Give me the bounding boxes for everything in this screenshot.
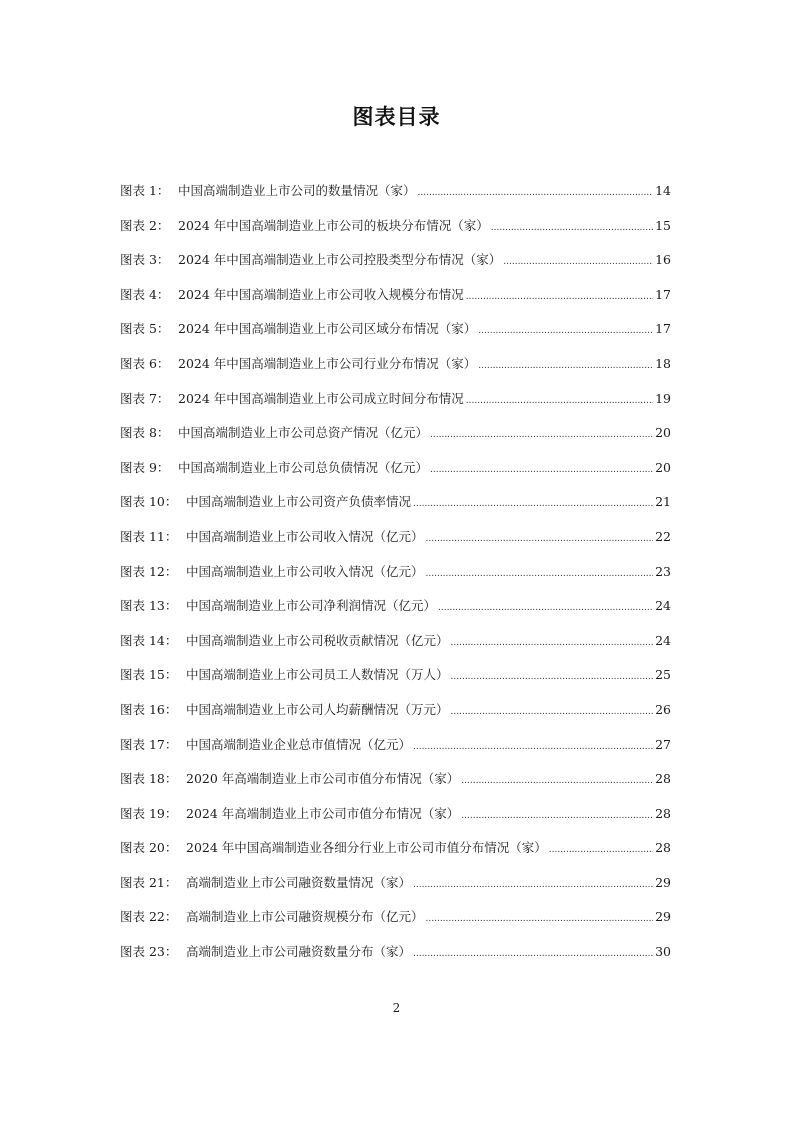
toc-entry-page[interactable]: 28: [655, 840, 671, 856]
toc-entry-label: 图表 17：: [120, 736, 178, 752]
toc-entry-page[interactable]: 19: [655, 390, 671, 406]
toc-entry[interactable]: [120, 804, 671, 839]
toc-entry-page[interactable]: 27: [655, 736, 671, 752]
toc-dot-leader: [413, 949, 653, 959]
toc-dot-leader: [451, 672, 654, 682]
toc-entry-page[interactable]: 20: [655, 459, 671, 475]
toc-dot-leader: [413, 880, 653, 890]
toc-entry-title[interactable]: 高端制造业上市公司融资数量分布（家）: [186, 944, 412, 960]
toc-dot-leader: [418, 188, 654, 198]
toc-entry-title[interactable]: 中国高端制造业上市公司净利润情况（亿元）: [186, 598, 437, 614]
toc-entry[interactable]: [120, 769, 671, 804]
toc-entry-page[interactable]: 28: [655, 771, 671, 787]
toc-entry[interactable]: [120, 389, 671, 424]
toc-entry-label: 图表 9：: [120, 459, 170, 475]
toc-entry-page[interactable]: 29: [655, 909, 671, 925]
toc-entry-label: 图表 7：: [120, 390, 170, 406]
toc-entry-page[interactable]: 18: [655, 355, 671, 371]
toc-entry-title[interactable]: 中国高端制造业上市公司的数量情况（家）: [178, 183, 416, 198]
toc-entry-title[interactable]: 中国高端制造业上市公司收入情况（亿元）: [186, 528, 424, 544]
toc-dot-leader: [430, 465, 653, 475]
toc-entry-title[interactable]: 中国高端制造业上市公司人均薪酬情况（万元）: [186, 701, 449, 717]
toc-entry[interactable]: [120, 527, 671, 562]
toc-entry-label: 图表 3：: [120, 252, 170, 268]
toc-entry-page[interactable]: 28: [655, 805, 671, 821]
toc-entry-label: 图表 20：: [120, 840, 178, 856]
toc-dot-leader: [451, 707, 654, 717]
toc-entry-page[interactable]: 24: [655, 632, 671, 648]
toc-entry-label: 图表 15：: [120, 667, 178, 683]
toc-entry-page[interactable]: 17: [655, 321, 671, 337]
toc-entry-page[interactable]: 17: [655, 286, 671, 302]
toc-entry-page[interactable]: 15: [655, 217, 671, 233]
toc-entry[interactable]: [120, 492, 671, 527]
toc-entry[interactable]: [120, 423, 671, 458]
toc-entry-title[interactable]: 2024 年高端制造业上市公司市值分布情况（家）: [186, 805, 460, 821]
toc-entry-title[interactable]: 中国高端制造业上市公司资产负债率情况: [186, 494, 412, 510]
toc-entry-title[interactable]: 中国高端制造业上市公司税收贡献情况（亿元）: [186, 632, 449, 648]
toc-entry-page[interactable]: 23: [655, 563, 671, 579]
toc-entry-title[interactable]: 中国高端制造业企业总市值情况（亿元）: [186, 736, 412, 752]
toc-entry[interactable]: [120, 735, 671, 770]
toc-entry-title[interactable]: 高端制造业上市公司融资数量情况（家）: [186, 874, 412, 890]
toc-entry[interactable]: [120, 942, 671, 977]
toc-dot-leader: [466, 396, 653, 406]
toc-entry-label: 图表 21：: [120, 874, 178, 890]
toc-entry-label: 图表 4：: [120, 286, 170, 302]
toc-entry-page[interactable]: 14: [655, 183, 671, 198]
toc-entry-page[interactable]: 22: [655, 528, 671, 544]
toc-entry-title[interactable]: 2024 年中国高端制造业上市公司区域分布情况（家）: [178, 321, 477, 337]
toc-entry-title[interactable]: 中国高端制造业上市公司收入情况（亿元）: [186, 563, 424, 579]
toc-entry-title[interactable]: 2024 年中国高端制造业上市公司的板块分布情况（家）: [178, 217, 489, 233]
toc-entry-title[interactable]: 2020 年高端制造业上市公司市值分布情况（家）: [186, 771, 460, 787]
toc-entry-page[interactable]: 21: [655, 494, 671, 510]
toc-dot-leader: [426, 914, 654, 924]
toc-entry[interactable]: [120, 354, 671, 389]
toc-dot-leader: [413, 742, 653, 752]
toc-dot-leader: [413, 499, 653, 509]
toc-dot-leader: [461, 776, 653, 786]
page-number: 2: [392, 1001, 401, 1015]
toc-entry[interactable]: [120, 285, 671, 320]
toc-entry[interactable]: [120, 319, 671, 354]
toc-entry-label: 图表 23：: [120, 944, 178, 960]
toc-entry[interactable]: [120, 562, 671, 597]
toc-entry[interactable]: [120, 665, 671, 700]
toc-entry[interactable]: [120, 250, 671, 285]
toc-dot-leader: [478, 326, 653, 336]
toc-entry-label: 图表 12：: [120, 563, 178, 579]
toc-entry-label: 图表 6：: [120, 355, 170, 371]
toc-entry-label: 图表 19：: [120, 805, 178, 821]
toc-entry[interactable]: [120, 631, 671, 666]
toc-entry[interactable]: [120, 596, 671, 631]
toc-entry-page[interactable]: 30: [655, 944, 671, 960]
toc-entry[interactable]: [120, 216, 671, 251]
toc-entry-title[interactable]: 中国高端制造业上市公司总负债情况（亿元）: [178, 459, 429, 475]
toc-entry-label: 图表 14：: [120, 632, 178, 648]
toc-dot-leader: [549, 845, 653, 855]
toc-entry-title[interactable]: 2024 年中国高端制造业上市公司行业分布情况（家）: [178, 355, 477, 371]
toc-dot-leader: [478, 361, 653, 371]
toc-entry-title[interactable]: 2024 年中国高端制造业上市公司成立时间分布情况: [178, 390, 464, 406]
toc-dot-leader: [426, 569, 654, 579]
toc-entry[interactable]: [120, 181, 671, 216]
toc-entry-label: 图表 1：: [120, 183, 170, 198]
page-title: 图表目录: [352, 104, 441, 129]
toc-entry-label: 图表 8：: [120, 425, 170, 441]
toc-entry-page[interactable]: 24: [655, 598, 671, 614]
toc-entry-title[interactable]: 2024 年中国高端制造业上市公司控股类型分布情况（家）: [178, 252, 502, 268]
toc-entry-page[interactable]: 16: [655, 252, 671, 268]
toc-entry-label: 图表 18：: [120, 771, 178, 787]
toc-entry-page[interactable]: 25: [655, 667, 671, 683]
toc-entry-label: 图表 11：: [120, 528, 178, 544]
toc-dot-leader: [430, 430, 653, 440]
toc-entry-label: 图表 22：: [120, 909, 178, 925]
table-of-figures: [120, 181, 671, 977]
toc-entry-label: 图表 13：: [120, 598, 178, 614]
toc-dot-leader: [503, 257, 653, 267]
toc-entry-title[interactable]: 2024 年中国高端制造业上市公司收入规模分布情况: [178, 286, 464, 302]
toc-dot-leader: [466, 292, 653, 302]
toc-entry-title[interactable]: 中国高端制造业上市公司总资产情况（亿元）: [178, 425, 429, 441]
toc-entry-label: 图表 5：: [120, 321, 170, 337]
toc-entry[interactable]: [120, 458, 671, 493]
toc-entry-page[interactable]: 20: [655, 425, 671, 441]
toc-entry-label: 图表 10：: [120, 494, 178, 510]
toc-dot-leader: [426, 534, 654, 544]
toc-dot-leader: [461, 811, 653, 821]
toc-dot-leader: [438, 603, 653, 613]
toc-entry-title[interactable]: 高端制造业上市公司融资规模分布（亿元）: [186, 909, 424, 925]
toc-entry[interactable]: [120, 873, 671, 908]
toc-dot-leader: [491, 223, 653, 233]
toc-entry[interactable]: [120, 907, 671, 942]
toc-dot-leader: [451, 638, 654, 648]
toc-entry[interactable]: [120, 838, 671, 873]
toc-entry-label: 图表 16：: [120, 701, 178, 717]
toc-entry-label: 图表 2：: [120, 217, 170, 233]
toc-entry-page[interactable]: 29: [655, 874, 671, 890]
toc-entry[interactable]: [120, 700, 671, 735]
toc-entry-title[interactable]: 中国高端制造业上市公司员工人数情况（万人）: [186, 667, 449, 683]
toc-entry-title[interactable]: 2024 年中国高端制造业各细分行业上市公司市值分布情况（家）: [186, 840, 547, 856]
toc-entry-page[interactable]: 26: [655, 701, 671, 717]
